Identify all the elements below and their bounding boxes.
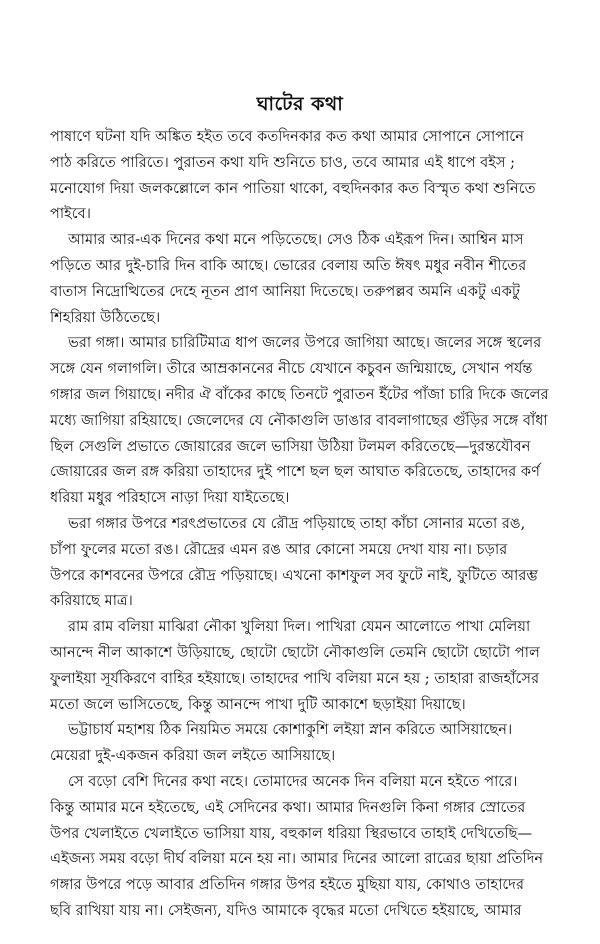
text-line: উপর খেলাইতে খেলাইতে ভাসিয়া যায়, বহুকাল ধরিয়া স্থিরভাবে তাহাই দেখিতেছি— [50, 824, 533, 842]
text-line: পাষাণে ঘটনা যদি অঙ্কিত হইত তবে কতদিনকার কত কথা আমার সোপানে সোপানে [50, 128, 524, 145]
text-line: আনন্দে নীল আকাশে উড়িয়াছে, ছোটো ছোটো নৌকাগুলি তেমনি ছোটো ছোটো পাল [50, 643, 540, 661]
text-line: মধ্যে জাগিয়া রহিয়াছে। জেলেদের যে নৌকাগুলি ডাঙার বাবলাগাছের গুঁড়ির সঙ্গে বাঁধা [50, 411, 548, 429]
text-line: এইজন্য সময় বড়ো দীর্ঘ বলিয়া মনে হয় না। আমার দিনের আলো রাত্রের ছায়া প্রতিদিন [50, 850, 544, 868]
text-line: চাঁপা ফুলের মতো রঙ। রৌদ্রের এমন রঙ আর কোনো সময়ে দেখা যায় না। চড়ার [50, 540, 508, 558]
text-line: পড়িতে আর দুই-চারি দিন বাকি আছে। ভোরের বেলায় অতি ঈষৎ মধুর নবীন শীতের [50, 256, 527, 274]
text-line: বাতাস নিদ্রোত্থিতের দেহে নূতন প্রাণ আনিয়া দিতেছে। তরুপল্লব অমনি একটু একটু [50, 282, 520, 300]
text-line: উপরে কাশবনের উপরে রৌদ্র পড়িয়াছে। এখনো কাশফুল সব ফুটে নাই, ফুটিতে আরম্ভ [50, 566, 538, 584]
text-line: ছবি রাখিয়া যায় না। সেইজন্য, যদিও আমাকে বৃদ্ধের মতো দেখিতে হইয়াছে, আমার [50, 901, 522, 919]
text-line: জোয়ারের জল রঙ্গ করিয়া তাহাদের দুই পাশে ছল ছল আঘাত করিতেছে, তাহাদের কর্ণ [50, 463, 540, 481]
story-text [50, 124, 570, 924]
text-line: গঙ্গার উপরে পড়ে আবার প্রতিদিন গঙ্গার উপর হইতে মুছিয়া যায়, কোথাও তাহাদের [50, 876, 524, 894]
text-line: ভরা গঙ্গার উপরে শরৎপ্রভাতের যে রৌদ্র পড়িয়াছে তাহা কাঁচা সোনার মতো রঙ, [68, 514, 526, 532]
text-line: পাইবে। [50, 205, 91, 223]
page-title: ঘাটের কথা [256, 93, 344, 115]
text-line: সঙ্গে যেন গলাগলি। তীরে আম্রকাননের নীচে যেখানে কচুবন জন্মিয়াছে, সেখান পর্যন্ত [50, 360, 533, 378]
text-line: মেয়েরা দুই-একজন করিয়া জল লইতে আসিয়াছে। [50, 747, 336, 765]
text-line: মতো জলে ভাসিতেছে, কিন্তু আনন্দে পাখা দুটি আকাশে ছড়াইয়া দিয়াছে। [50, 695, 466, 713]
text-line: কিন্তু আমার মনে হইতেছে, এই সেদিনের কথা। আমার দিনগুলি কিনা গঙ্গার স্রোতের [50, 798, 526, 816]
text-line: গঙ্গার জল গিয়াছে। নদীর ঐ বাঁকের কাছে তিনটে পুরাতন ইঁটের পাঁজা চারি দিকে জলের [50, 385, 549, 403]
text-line: করিয়াছে মাত্র। [50, 592, 133, 610]
text-line: মনোযোগ দিয়া জলকল্লোলে কান পাতিয়া থাকো, বহুদিনকার কত বিস্মৃত কথা শুনিতে [50, 179, 536, 197]
text-line: রাম রাম বলিয়া মাঝিরা নৌকা খুলিয়া দিল। পাখিরা যেমন আলোতে পাখা মেলিয়া [68, 618, 531, 636]
text-line: শিহরিয়া উঠিতেছে। [50, 308, 161, 326]
text-line: ফুলাইয়া সূর্যকিরণে বাহির হইয়াছে। তাহাদের পাখি বলিয়া মনে হয় ; তাহারা রাজহাঁসের [50, 669, 540, 687]
text-line: ধরিয়া মধুর পরিহাসে নাড়া দিয়া যাইতেছে। [50, 489, 290, 507]
text-line: ভরা গঙ্গা। আমার চারিটিমাত্র ধাপ জলের উপরে জাগিয়া আছে। জলের সঙ্গে স্থলের [68, 334, 542, 352]
text-line: আমার আর-এক দিনের কথা মনে পড়িতেছে। সেও ঠিক এইরূপ দিন। আশ্বিন মাস [68, 231, 524, 249]
text-line: ভট্টাচার্য মহাশয় ঠিক নিয়মিত সময়ে কোশাকুশি লইয়া স্নান করিতে আসিয়াছেন। [68, 721, 513, 739]
text-line: ছিল সেগুলি প্রভাতে জোয়ারের জলে ভাসিয়া উঠিয়া টলমল করিতেছে—দুরন্তযৌবন [50, 437, 531, 455]
text-line: সে বড়ো বেশি দিনের কথা নহে। তোমাদের অনেক দিন বলিয়া মনে হইতে পারে। [68, 772, 518, 790]
text-line: পাঠ করিতে পারিতে। পুরাতন কথা যদি শুনিতে চাও, তবে আমার এই ধাপে বইস ; [50, 153, 516, 171]
